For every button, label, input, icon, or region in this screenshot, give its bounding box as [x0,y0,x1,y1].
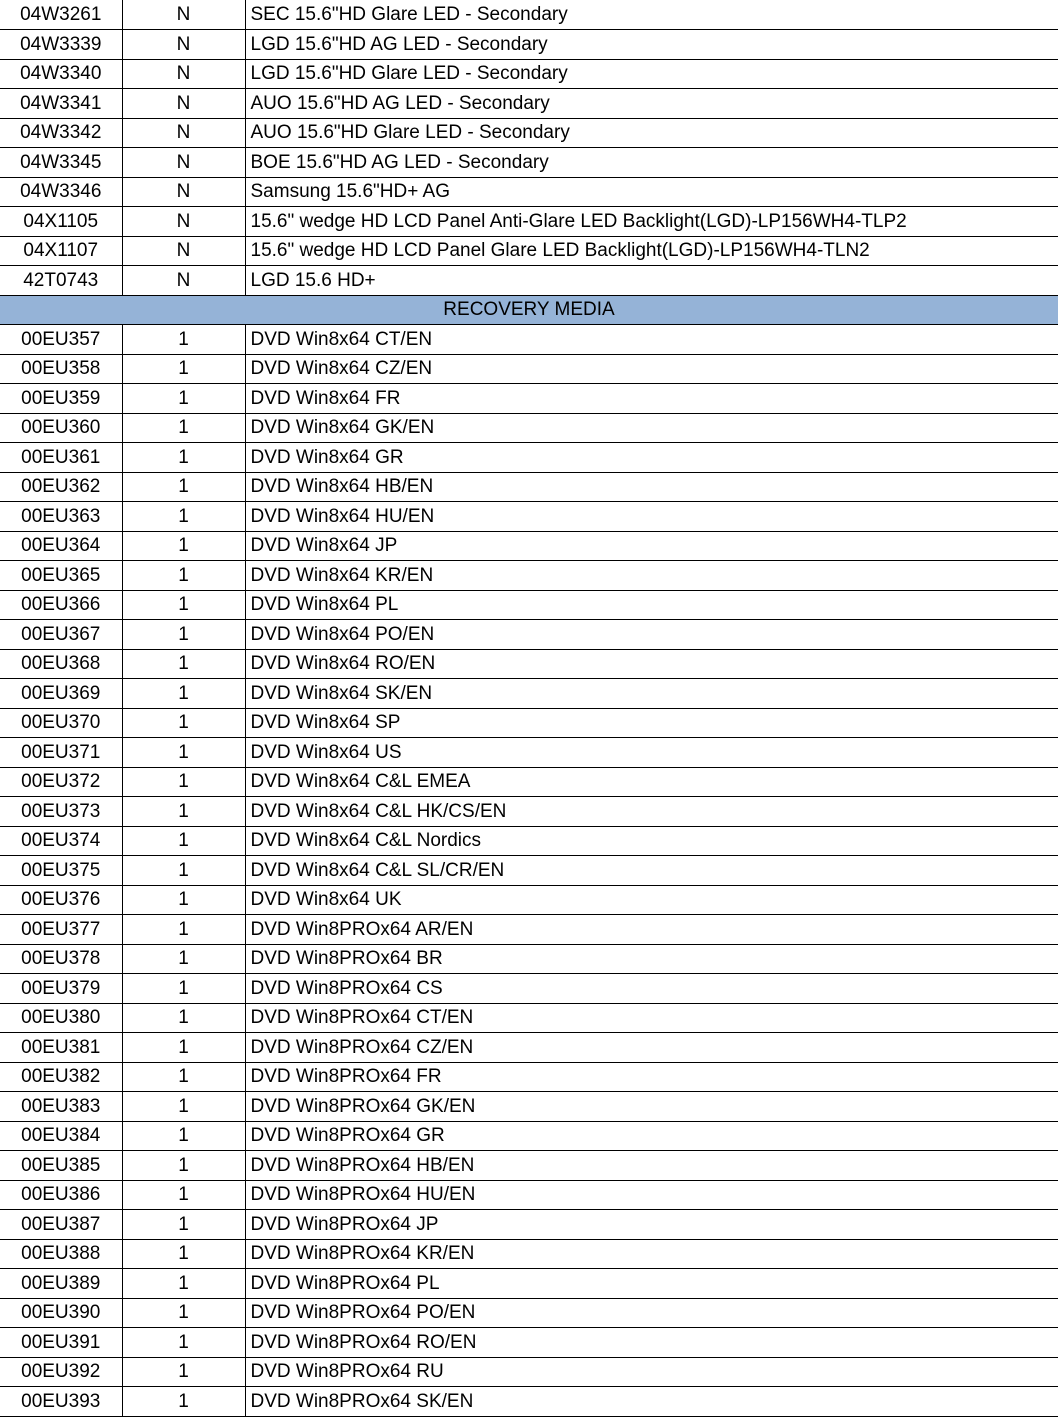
part-number-cell: 04W3341 [0,89,122,119]
table-row [0,118,1058,148]
quantity-cell: 1 [122,856,245,886]
part-number-cell: 04W3345 [0,148,122,178]
quantity-cell: 1 [122,384,245,414]
quantity-cell: 1 [122,1298,245,1328]
table-row [0,797,1058,827]
table-row [0,1298,1058,1328]
quantity-cell: 1 [122,885,245,915]
quantity-cell: 1 [122,1357,245,1387]
part-number-cell: 00EU358 [0,354,122,384]
table-row [0,856,1058,886]
quantity-cell: 1 [122,708,245,738]
description-cell: DVD Win8PROx64 RU [245,1357,1058,1387]
quantity-cell: 1 [122,1121,245,1151]
part-number-cell: 00EU364 [0,531,122,561]
table-row [0,974,1058,1004]
part-number-cell: 00EU376 [0,885,122,915]
description-cell: DVD Win8x64 SK/EN [245,679,1058,709]
description-cell: DVD Win8PROx64 BR [245,944,1058,974]
part-number-cell: 00EU381 [0,1033,122,1063]
quantity-cell: 1 [122,649,245,679]
quantity-cell: 1 [122,1092,245,1122]
description-cell: 15.6" wedge HD LCD Panel Glare LED Backlight(LGD)-LP156WH4-TLN2 [245,236,1058,266]
quantity-cell: 1 [122,502,245,532]
table-row [0,1151,1058,1181]
description-cell: DVD Win8x64 GR [245,443,1058,473]
description-cell: DVD Win8PROx64 HB/EN [245,1151,1058,1181]
part-number-cell: 00EU361 [0,443,122,473]
description-cell: DVD Win8x64 C&L HK/CS/EN [245,797,1058,827]
quantity-cell: 1 [122,354,245,384]
table-row [0,30,1058,60]
table-row [0,1387,1058,1417]
part-number-cell: 00EU385 [0,1151,122,1181]
table-row [0,1210,1058,1240]
description-cell: DVD Win8PROx64 GK/EN [245,1092,1058,1122]
table-row [0,1033,1058,1063]
section-header-row [0,295,1058,325]
description-cell: DVD Win8PROx64 FR [245,1062,1058,1092]
part-number-cell: 00EU371 [0,738,122,768]
table-row [0,472,1058,502]
description-cell: DVD Win8PROx64 CT/EN [245,1003,1058,1033]
table-row [0,738,1058,768]
table-row [0,561,1058,591]
quantity-cell: 1 [122,1062,245,1092]
table-row [0,649,1058,679]
quantity-cell: 1 [122,1033,245,1063]
description-cell: DVD Win8x64 UK [245,885,1058,915]
part-number-cell: 00EU357 [0,325,122,355]
table-row [0,177,1058,207]
table-row [0,384,1058,414]
quantity-cell: 1 [122,915,245,945]
description-cell: SEC 15.6"HD Glare LED - Secondary [245,0,1058,30]
quantity-cell: N [122,59,245,89]
table-row [0,1239,1058,1269]
table-row [0,1092,1058,1122]
part-number-cell: 04W3261 [0,0,122,30]
table-row [0,148,1058,178]
description-cell: DVD Win8x64 US [245,738,1058,768]
description-cell: DVD Win8x64 JP [245,531,1058,561]
description-cell: AUO 15.6"HD Glare LED - Secondary [245,118,1058,148]
table-row [0,826,1058,856]
description-cell: DVD Win8PROx64 CS [245,974,1058,1004]
part-number-cell: 00EU373 [0,797,122,827]
quantity-cell: N [122,266,245,296]
table-row [0,266,1058,296]
quantity-cell: 1 [122,620,245,650]
part-number-cell: 00EU372 [0,767,122,797]
quantity-cell: N [122,177,245,207]
description-cell: BOE 15.6"HD AG LED - Secondary [245,148,1058,178]
part-number-cell: 00EU374 [0,826,122,856]
description-cell: DVD Win8PROx64 SK/EN [245,1387,1058,1417]
quantity-cell: 1 [122,443,245,473]
part-number-cell: 00EU377 [0,915,122,945]
table-row [0,354,1058,384]
section-header: RECOVERY MEDIA [0,295,1058,325]
part-number-cell: 00EU380 [0,1003,122,1033]
table-row [0,59,1058,89]
part-number-cell: 00EU379 [0,974,122,1004]
part-number-cell: 00EU391 [0,1328,122,1358]
quantity-cell: N [122,30,245,60]
description-cell: DVD Win8x64 C&L SL/CR/EN [245,856,1058,886]
part-number-cell: 00EU363 [0,502,122,532]
quantity-cell: 1 [122,1269,245,1299]
quantity-cell: 1 [122,1239,245,1269]
part-number-cell: 00EU366 [0,590,122,620]
description-cell: DVD Win8x64 SP [245,708,1058,738]
description-cell: LGD 15.6 HD+ [245,266,1058,296]
description-cell: DVD Win8x64 C&L Nordics [245,826,1058,856]
description-cell: LGD 15.6"HD Glare LED - Secondary [245,59,1058,89]
description-cell: DVD Win8x64 PO/EN [245,620,1058,650]
quantity-cell: N [122,118,245,148]
description-cell: 15.6" wedge HD LCD Panel Anti-Glare LED Backlight(LGD)-LP156WH4-TLP2 [245,207,1058,237]
quantity-cell: 1 [122,325,245,355]
part-number-cell: 04X1107 [0,236,122,266]
table-row [0,1003,1058,1033]
part-number-cell: 04X1105 [0,207,122,237]
quantity-cell: 1 [122,561,245,591]
quantity-cell: 1 [122,826,245,856]
description-cell: DVD Win8x64 FR [245,384,1058,414]
quantity-cell: 1 [122,797,245,827]
part-number-cell: 00EU365 [0,561,122,591]
part-number-cell: 00EU382 [0,1062,122,1092]
description-cell: LGD 15.6"HD AG LED - Secondary [245,30,1058,60]
quantity-cell: 1 [122,944,245,974]
part-number-cell: 00EU383 [0,1092,122,1122]
part-number-cell: 00EU378 [0,944,122,974]
description-cell: DVD Win8PROx64 PL [245,1269,1058,1299]
part-number-cell: 00EU393 [0,1387,122,1417]
description-cell: DVD Win8x64 CT/EN [245,325,1058,355]
part-number-cell: 00EU386 [0,1180,122,1210]
table-row [0,885,1058,915]
table-row [0,1062,1058,1092]
table-row [0,767,1058,797]
part-number-cell: 00EU368 [0,649,122,679]
description-cell: DVD Win8x64 CZ/EN [245,354,1058,384]
description-cell: DVD Win8x64 HB/EN [245,472,1058,502]
table-row [0,531,1058,561]
description-cell: DVD Win8PROx64 CZ/EN [245,1033,1058,1063]
table-row [0,236,1058,266]
quantity-cell: 1 [122,1151,245,1181]
quantity-cell: N [122,207,245,237]
description-cell: DVD Win8x64 HU/EN [245,502,1058,532]
table-row [0,443,1058,473]
description-cell: DVD Win8x64 PL [245,590,1058,620]
table-row [0,1121,1058,1151]
table-row [0,1269,1058,1299]
quantity-cell: N [122,148,245,178]
description-cell: DVD Win8PROx64 JP [245,1210,1058,1240]
quantity-cell: 1 [122,974,245,1004]
part-number-cell: 00EU387 [0,1210,122,1240]
part-number-cell: 00EU359 [0,384,122,414]
part-number-cell: 00EU369 [0,679,122,709]
table-row [0,89,1058,119]
quantity-cell: N [122,236,245,266]
part-number-cell: 00EU367 [0,620,122,650]
description-cell: Samsung 15.6"HD+ AG [245,177,1058,207]
quantity-cell: 1 [122,1180,245,1210]
quantity-cell: 1 [122,1003,245,1033]
table-row [0,325,1058,355]
quantity-cell: 1 [122,1210,245,1240]
part-number-cell: 00EU375 [0,856,122,886]
part-number-cell: 42T0743 [0,266,122,296]
quantity-cell: 1 [122,413,245,443]
description-cell: DVD Win8PROx64 AR/EN [245,915,1058,945]
quantity-cell: 1 [122,738,245,768]
table-row [0,590,1058,620]
quantity-cell: 1 [122,590,245,620]
table-row [0,679,1058,709]
description-cell: DVD Win8x64 GK/EN [245,413,1058,443]
description-cell: DVD Win8x64 C&L EMEA [245,767,1058,797]
description-cell: DVD Win8PROx64 GR [245,1121,1058,1151]
part-number-cell: 04W3339 [0,30,122,60]
quantity-cell: 1 [122,472,245,502]
part-number-cell: 00EU390 [0,1298,122,1328]
quantity-cell: 1 [122,679,245,709]
table-row [0,1357,1058,1387]
quantity-cell: 1 [122,1328,245,1358]
table-row [0,207,1058,237]
part-number-cell: 04W3342 [0,118,122,148]
part-number-cell: 00EU384 [0,1121,122,1151]
table-row [0,413,1058,443]
quantity-cell: 1 [122,531,245,561]
part-number-cell: 00EU370 [0,708,122,738]
quantity-cell: N [122,0,245,30]
part-number-cell: 00EU392 [0,1357,122,1387]
description-cell: DVD Win8x64 RO/EN [245,649,1058,679]
table-row [0,944,1058,974]
quantity-cell: 1 [122,1387,245,1417]
table-row [0,708,1058,738]
description-cell: DVD Win8PROx64 HU/EN [245,1180,1058,1210]
description-cell: DVD Win8PROx64 PO/EN [245,1298,1058,1328]
description-cell: AUO 15.6"HD AG LED - Secondary [245,89,1058,119]
table-row [0,915,1058,945]
part-number-cell: 04W3340 [0,59,122,89]
part-number-cell: 00EU360 [0,413,122,443]
part-number-cell: 04W3346 [0,177,122,207]
quantity-cell: 1 [122,767,245,797]
quantity-cell: N [122,89,245,119]
table-row [0,0,1058,30]
description-cell: DVD Win8PROx64 KR/EN [245,1239,1058,1269]
part-number-cell: 00EU388 [0,1239,122,1269]
table-row [0,1180,1058,1210]
description-cell: DVD Win8x64 KR/EN [245,561,1058,591]
table-row [0,502,1058,532]
description-cell: DVD Win8PROx64 RO/EN [245,1328,1058,1358]
table-row [0,1328,1058,1358]
table-row [0,620,1058,650]
part-number-cell: 00EU362 [0,472,122,502]
part-number-cell: 00EU389 [0,1269,122,1299]
